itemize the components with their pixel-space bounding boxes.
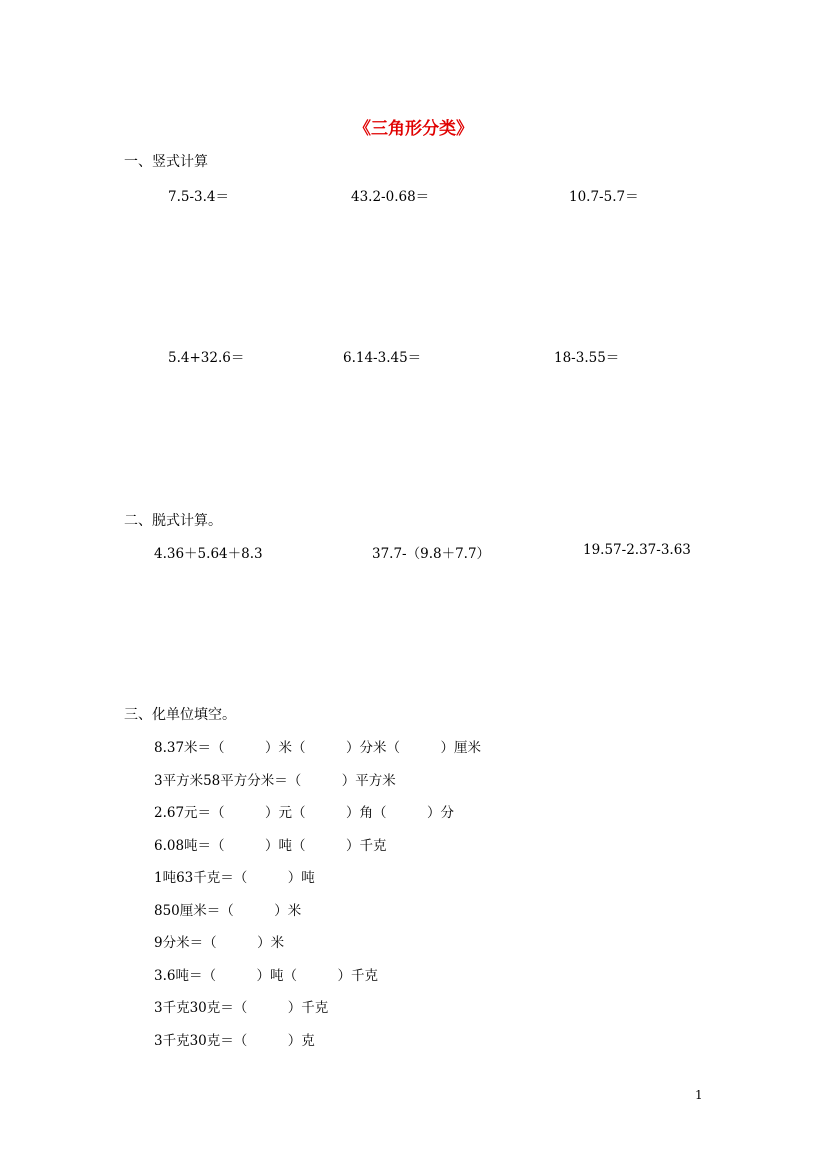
unit-fill-3: 2.67元＝（ ）元（ ）角（ ）分 (154, 805, 455, 821)
unit-fill-2: 3平方米58平方分米＝（ ）平方米 (154, 773, 396, 789)
stepwise-calc-2: 37.7-（9.8＋7.7） (372, 546, 491, 562)
vertical-calc-4: 5.4+32.6＝ (168, 350, 245, 366)
unit-fill-7: 9分米＝（ ）米 (154, 935, 285, 951)
unit-fill-1: 8.37米＝（ ）米（ ）分米（ ）厘米 (154, 740, 482, 756)
unit-fill-6: 850厘米＝（ ）米 (154, 903, 302, 919)
section1-heading: 一、竖式计算 (124, 154, 208, 170)
stepwise-calc-3: 19.57-2.37-3.63 (583, 542, 691, 558)
vertical-calc-1: 7.5-3.4＝ (168, 189, 230, 205)
vertical-calc-5: 6.14-3.45＝ (343, 350, 422, 366)
unit-fill-9: 3千克30克＝（ ）千克 (154, 1000, 329, 1016)
stepwise-calc-1: 4.36＋5.64＋8.3 (154, 546, 263, 562)
vertical-calc-6: 18-3.55＝ (554, 350, 620, 366)
page-title: 《三角形分类》 (354, 119, 473, 139)
unit-fill-8: 3.6吨＝（ ）吨（ ）千克 (154, 968, 378, 984)
section2-heading: 二、脱式计算。 (124, 513, 222, 529)
page-number: 1 (695, 1088, 703, 1102)
vertical-calc-2: 43.2-0.68＝ (351, 189, 430, 205)
unit-fill-5: 1吨63千克＝（ ）吨 (154, 870, 315, 886)
section3-heading: 三、化单位填空。 (124, 707, 236, 723)
vertical-calc-3: 10.7-5.7＝ (569, 189, 639, 205)
unit-fill-4: 6.08吨＝（ ）吨（ ）千克 (154, 838, 387, 854)
unit-fill-10: 3千克30克＝（ ）克 (154, 1033, 315, 1049)
